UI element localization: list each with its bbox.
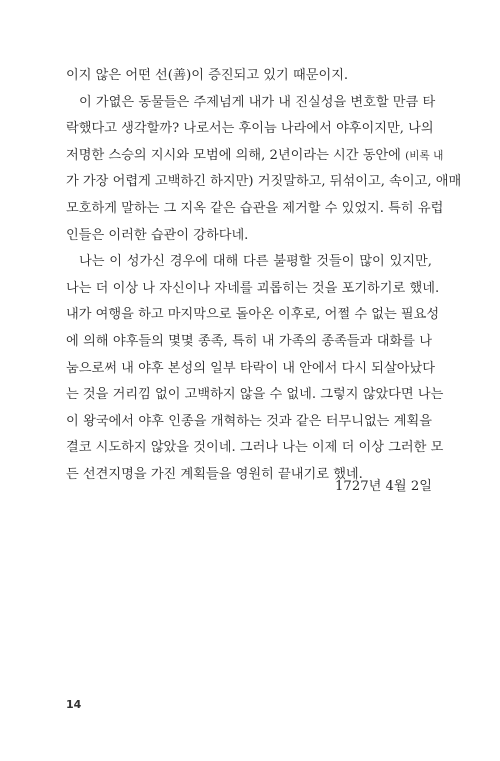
text-line: 눔으로써 내 야후 본성의 일부 타락이 내 안에서 다시 되살아났다 — [66, 360, 435, 376]
body-text — [66, 63, 462, 489]
text-line: 이지 않은 어떤 선(善)이 증진되고 있기 때문이지. — [66, 68, 349, 83]
text-line — [66, 143, 444, 170]
text-line-main: 저명한 스승의 지시와 모범에 의해, 2년이라는 시간 동안에 — [66, 147, 401, 163]
text-line: 락했다고 생각할까? 나로서는 후이늠 나라에서 야후이지만, 나의 — [66, 121, 434, 137]
text-line: 든 선견지명을 가진 계획들을 영원히 끝내기로 했네. — [66, 466, 363, 482]
text-line: 내가 여행을 하고 마지막으로 돌아온 이후로, 어쩔 수 없는 필요성 — [66, 307, 440, 323]
text-line: 모호하게 말하는 그 지옥 같은 습관을 제거할 수 있었지. 특히 유럽 — [66, 200, 444, 216]
text-line: 나는 더 이상 나 자신이나 자네를 괴롭히는 것을 포기하기로 했네. — [66, 280, 440, 296]
letter-date: 1727년 4월 2일 — [335, 479, 432, 494]
text-line: 는 것을 거리낌 없이 고백하지 않을 수 없네. 그렇지 않았다면 나는 — [66, 387, 444, 403]
small-note: (비록 내 — [405, 149, 444, 162]
page-number: 14 — [66, 698, 82, 711]
text-line: 가 가장 어렵게 고백하긴 하지만) 거짓말하고, 뒤섞이고, 속이고, 애매 — [66, 174, 462, 190]
text-line: 이 왕국에서 야후 인종을 개혁하는 것과 같은 터무니없는 계획을 — [66, 413, 432, 429]
text-line: 인들은 이러한 습관이 강하다네. — [66, 227, 249, 243]
text-line: 결코 시도하지 않았을 것이네. 그러나 나는 이제 더 이상 그러한 모 — [66, 440, 444, 456]
text-line: 에 의해 야후들의 몇몇 종족, 특히 내 가족의 종족들과 대화를 나 — [66, 333, 432, 349]
text-line: 이 가엾은 동물들은 주제넘게 내가 내 진실성을 변호할 만큼 타 — [79, 94, 436, 110]
text-line: 나는 이 성가신 경우에 대해 다른 불평할 것들이 많이 있지만, — [79, 254, 432, 270]
